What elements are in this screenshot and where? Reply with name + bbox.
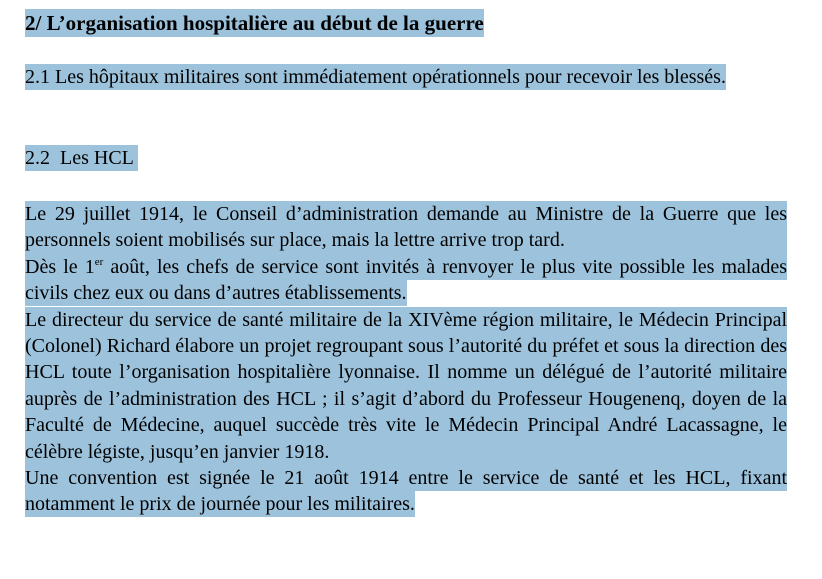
paragraph-4-text[interactable] — [25, 465, 787, 518]
paragraph-3-content: Le directeur du service de santé militaire de la XIVème région militaire, le Médecin Principal (Colonel) Richard élabore un projet regroupant sous l’autorité du préfet et sous la direction des HCL toute l’organisation hospitalière lyonnaise. Il nomme un délégué de l’autorité militaire auprès de l’administration des HCL ; il s’agit d’abord du Professeur Hougenenq, doyen de la Faculté de Médecine, auquel succède très vite le Médecin Principal André Lacassagne, le célèbre légiste, jusqu’en janvier 1918. — [25, 308, 787, 463]
paragraph-4-content: Une convention est signée le 21 août 1914 entre le service de santé et les HCL, fixant notamment le prix de journée pour les militaires. — [25, 467, 787, 516]
paragraph-2-part-1: Dès le 1 — [25, 255, 95, 278]
section-2-2-heading — [25, 145, 138, 172]
heading-main — [25, 8, 484, 38]
paragraph-3 — [25, 307, 787, 465]
paragraph-1 — [25, 201, 787, 254]
section-2-2-text[interactable]: 2.2 Les HCL — [25, 147, 139, 169]
section-2-1-heading — [25, 64, 787, 91]
paragraph-2-text[interactable] — [25, 254, 787, 307]
section-2-1-text[interactable]: 2.1 Les hôpitaux militaires sont immédiatement opérationnels pour recevoir les blessés. — [25, 66, 726, 88]
superscript-er: er — [94, 255, 104, 268]
paragraph-3-text[interactable] — [25, 307, 787, 465]
paragraph-2-part-2: août, les chefs de service sont invités à renvoyer le plus vite possible les malades civils chez eux ou dans d’autres établissements. — [25, 255, 787, 305]
paragraph-4 — [25, 465, 787, 518]
paragraph-1-content: Le 29 juillet 1914, le Conseil d’administration demande au Ministre de la Guerre que les personnels soient mobilisés sur place, mais la lettre arrive trop tard. — [25, 203, 787, 252]
paragraph-2 — [25, 254, 787, 307]
section-2-2-body — [25, 201, 787, 518]
heading-main-text[interactable]: 2/ L’organisation hospitalière au début de la guerre — [25, 11, 484, 35]
paragraph-1-text[interactable] — [25, 201, 787, 254]
